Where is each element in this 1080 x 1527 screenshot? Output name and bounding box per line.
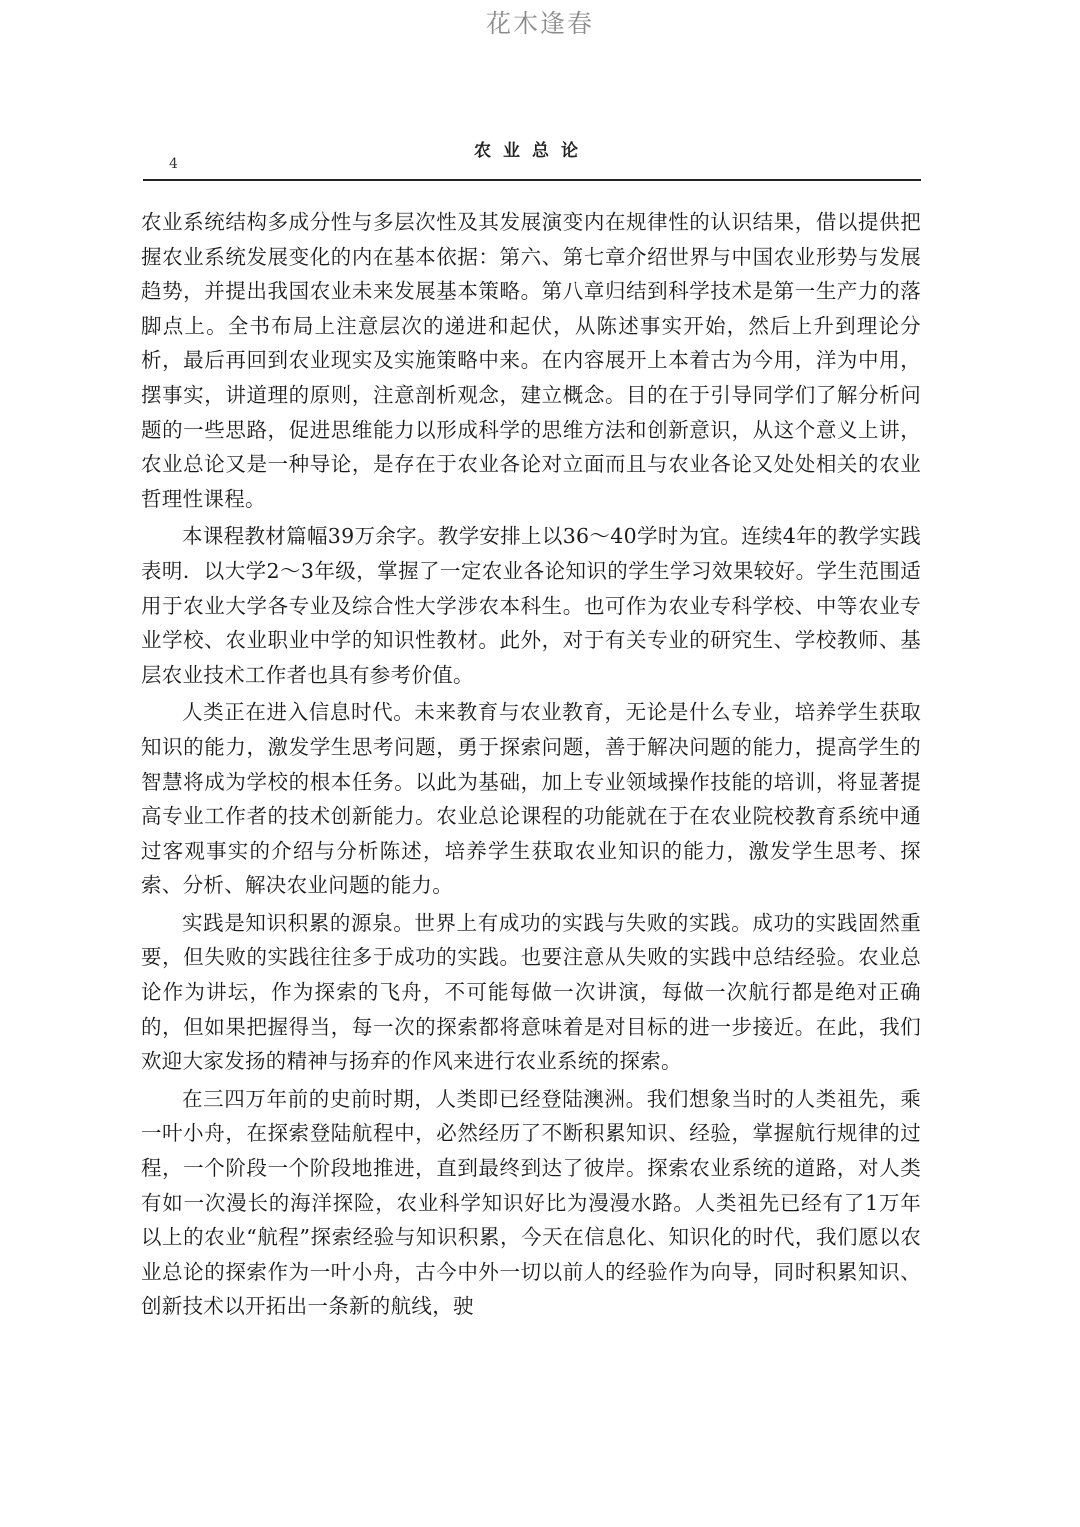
paragraph-continued: 农业系统结构多成分性与多层次性及其发展演变内在规律性的认识结果，借以提供把握农业系统发展变化的内在基本依据：第六、第七章介绍世界与中国农业形势与发展趋势，并提出我国农业未来发展基本策略。第八章归结到科学技术是第一生产力的落脚点上。全书布局上注意层次的递进和起伏，从陈述事实开始，然后上升到理论分析，最后再回到农业现实及实施策略中来。在内容展开上本着古为今用，洋为中用，摆事实，讲道理的原则，注意剖析观念，建立概念。目的在于引导同学们了解分析问题的一些思路，促进思维能力以形成科学的思维方法和创新意识，从这个意义上讲，农业总论又是一种导论，是存在于农业各论对立面而且与农业各论又处处相关的农业哲理性课程。: [141, 210, 921, 511]
watermark-text: 花木逢春: [485, 9, 594, 38]
body-text: [141, 205, 921, 1324]
paragraph: 人类正在进入信息时代。未来教育与农业教育，无论是什么专业，培养学生获取知识的能力，激发学生思考问题，勇于探索问题，善于解决问题的能力，提高学生的智慧将成为学校的根本任务。以此为基础，加上专业领域操作技能的培训，将显著提高专业工作者的技术创新能力。农业总论课程的功能就在于在农业院校教育系统中通过客观事实的介绍与分析陈述，培养学生获取农业知识的能力，激发学生思考、探索、分析、解决农业问题的能力。: [141, 700, 921, 898]
paragraph: 实践是知识积累的源泉。世界上有成功的实践与失败的实践。成功的实践固然重要，但失败的实践往往多于成功的实践。也要注意从失败的实践中总结经验。农业总论作为讲坛，作为探索的飞舟，不可能每做一次讲演，每做一次航行都是绝对正确的，但如果把握得当，每一次的探索都将意味着是对目标的进一步接近。在此，我们欢迎大家发扬的精神与扬弃的作风来进行农业系统的探索。: [141, 910, 921, 1074]
paragraph: 在三四万年前的史前时期，人类即已经登陆澳洲。我们想象当时的人类祖先，乘一叶小舟，在探索登陆航程中，必然经历了不断积累知识、经验，掌握航行规律的过程，一个阶段一个阶段地推进，直到最终到达了彼岸。探索农业系统的道路，对人类有如一次漫长的海洋探险，农业科学知识好比为漫漫水路。人类祖先已经有了1万年以上的农业“航程”探索经验与知识积累，今天在信息化、知识化的时代，我们愿以农业总论的探索作为一叶小舟，古今中外一切以前人的经验作为向导，同时积累知识、创新技术以开拓出一条新的航线，驶: [141, 1086, 921, 1319]
page-number: 4: [169, 156, 178, 172]
running-head: [143, 128, 921, 182]
paragraph: 本课程教材篇幅39万余字。教学安排上以36～40学时为宜。连续4年的教学实践表明．以大学2～3年级，掌握了一定农业各论知识的学生学习效果较好。学生范围适用于农业大学各专业及综合性大学涉农本科生。也可作为农业专科学校、中等农业专业学校、农业职业中学的知识性教材。此外，对于有关专业的研究生、学校教师、基层农业技术工作者也具有参考价值。: [141, 524, 921, 687]
header-rule: [143, 179, 921, 181]
running-head-title: 农业总论: [474, 141, 590, 161]
